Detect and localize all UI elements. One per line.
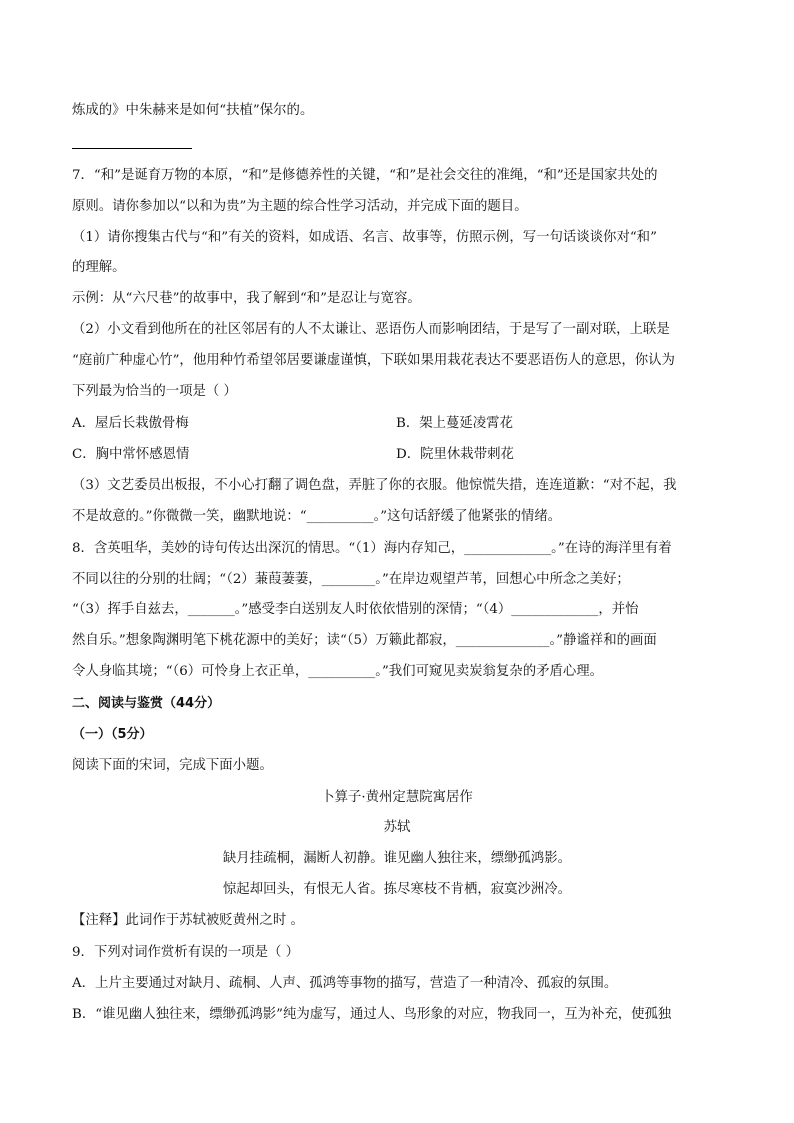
example-line: 示例：从“六尺巷”的故事中，我了解到“和”是忍让与宽容。: [72, 291, 421, 306]
text-line: 不同以往的分别的壮阔；“（2）蒹葭萋萋，________。”在岸边观望芦苇，回想心中所念之美好；: [72, 572, 630, 587]
text-line: 下列最为恰当的一项是（ ）: [72, 384, 237, 399]
question-9-stem: 9．下列对词作赏析有误的一项是（ ）: [72, 945, 300, 960]
answer-blank-line: [72, 148, 192, 149]
option-a: A．屋后长栽傲骨梅: [72, 416, 189, 431]
question-7-stem: 7．“和”是诞育万物的本原，“和”是修德养性的关键，“和”是社会交往的准绳，“和”还是国家共处的: [72, 168, 658, 183]
poem-title: 卜算子·黄州定慧院寓居作: [321, 790, 473, 805]
question-7-part2: （2）小文看到他所在的社区邻居有的人不太谦让、恶语伤人而影响团结，于是写了一副对联，上联是: [72, 322, 670, 337]
poem-author: 苏轼: [383, 820, 411, 835]
question-7-part3: （3）文艺委员出板报，不小心打翻了调色盘，弄脏了你的衣服。他惊慌失措，连连道歉：“对不起，我: [72, 478, 677, 493]
question-9-option-b: B．“谁见幽人独往来，缥缈孤鸿影”纯为虚写，通过人、鸟形象的对应，物我同一，互为补充，使孤独: [72, 1007, 672, 1022]
section-2-heading: 二、阅读与鉴赏（44分）: [72, 696, 221, 711]
text-line: 原则。请你参加以“以和为贵”为主题的综合性学习活动，并完成下面的题目。: [72, 199, 528, 214]
text-line: 令人身临其境；“（6）可怜身上衣正单，__________。”我们可窥见卖炭翁复杂的矛盾心理。: [72, 664, 604, 679]
question-8-stem: 8．含英咀华，美妙的诗句传达出深沉的情思。“（1）海内存知己，_____________。”在诗的海洋里有着: [72, 541, 672, 556]
poem-line: 惊起却回头，有恨无人省。拣尽寒枝不肯栖，寂寞沙洲冷。: [222, 882, 572, 897]
text-line: “（3）挥手自兹去，_______。”感受李白送别友人时依依惜别的深情；“（4）_____________，并怡: [72, 602, 639, 617]
text-line: “庭前广种虚心竹”，他用种竹希望邻居要谦虚谨慎，下联如果用栽花表达不要恶语伤人的意思，你认为: [72, 353, 675, 368]
poem-line: 缺月挂疏桐，漏断人初静。谁见幽人独往来，缥缈孤鸿影。: [222, 851, 572, 866]
question-7-part1: （1）请你搜集古代与“和”有关的资料，如成语、名言、故事等，仿照示例，写一句话谈谈你对“和”: [72, 230, 657, 245]
option-d: D．院里休栽带刺花: [396, 447, 514, 462]
subsection-heading: （一）（5分）: [72, 727, 153, 742]
option-b: B．架上蔓延凌霄花: [396, 416, 513, 431]
text-line: 不是故意的。”你微微一笑，幽默地说：“__________。”这句话舒缓了他紧张的情绪。: [72, 509, 562, 524]
annotation-note: 【注释】此词作于苏轼被贬黄州之时 。: [72, 913, 304, 928]
text-line: 然自乐。”想象陶渊明笔下桃花源中的美好；读“（5）万籁此都寂，______________。”静谧祥和的画面: [72, 633, 657, 648]
question-9-option-a: A．上片主要通过对缺月、疏桐、人声、孤鸿等事物的描写，营造了一种清冷、孤寂的氛围。: [72, 976, 618, 991]
text-line: 炼成的》中朱赫来是如何“扶植”保尔的。: [72, 103, 314, 118]
option-c: C．胸中常怀感恩情: [72, 447, 190, 462]
text-line: 的理解。: [72, 260, 126, 275]
reading-intro: 阅读下面的宋词，完成下面小题。: [72, 758, 273, 773]
